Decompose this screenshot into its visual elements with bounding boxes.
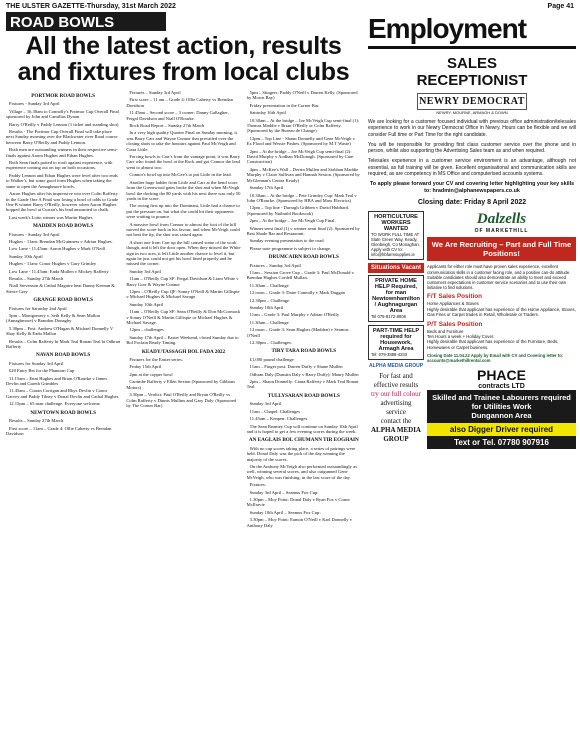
paragraph: Saturday 16th April (249, 110, 286, 116)
paragraph: Fixtures – Sunday 3rd April (129, 90, 181, 95)
paragraph: Results – Colm Rafferty bt Mark Teal Ronan Teal bt Odhran Rafferty (6, 338, 121, 350)
paragraph: First score – 11 am – Grade 4: Ollie Caherty vs Brendan Davidson (126, 97, 233, 108)
club-heading: MADDEN ROAD BOWLS (33, 223, 94, 230)
alpha-media-ad (368, 369, 424, 447)
paragraph: 3.30pm – Moy Point: Eamon O'Neill v Karl Donnelly v Anthony Daly (246, 517, 353, 528)
paragraph: 11.45am – Kenpen: Challenges (249, 416, 308, 422)
paragraph: Caoimhe Rafferty v Ellen Sexton (Sponsored by Gibbons Motors) (126, 379, 236, 390)
paragraph: 11am – Finger post: Darren Duffy v Shane Mullen (249, 364, 343, 370)
paragraph: 12 noon – Grade 3: Daire Connolly v Mark Duggan (249, 290, 345, 296)
paragraph: 11.30am – Challenge (249, 319, 289, 325)
position-detail: Home Appliances & Stoves (427, 301, 479, 307)
column-2 (126, 90, 240, 720)
club-heading: KEADY/TASSAGH BOL FADA 2022 (141, 348, 226, 355)
paragraph: Fixtures - Sunday 3rd April (9, 231, 60, 237)
paragraph: 12.15pm – 65 man challenge. Everyone welcome (9, 401, 100, 407)
paragraph: Sunday 3rd April (249, 401, 282, 407)
paragraph: Odhran Daly (Dunstin Daly v Barry Duffy): Maury Mullen (249, 371, 359, 377)
paragraph: 12.30pm – Challenge (249, 297, 290, 303)
paragraph: Forcing bowls to Carr's from the vantage point, it was Barry Carr who found the bowl at the Rock and got Connor the lead went to almost two. (126, 154, 241, 170)
ad-title: SALES (446, 55, 497, 72)
club-heading: AN EAGLAIS BOL CHUMANN TIR EOGHAIN (248, 437, 359, 444)
club-heading: DRUMCAIRN ROAD BOWLS (268, 254, 339, 261)
paragraph: 2pm at the copper bowl (129, 371, 173, 377)
ad-paragraph: We are looking for a customer focused individual with previous office administration/telesales experience to work in our Newry Democrat Office in Newry. Hours can be flexible and we will consider Full time or Part Time for the right candidate. (368, 119, 576, 138)
ad-title: HORTICULTURE WORKERS WANTED (374, 214, 418, 233)
paragraph: Please note programme is subject to change. (249, 245, 332, 251)
paragraph: Sunday 10th April (249, 305, 284, 310)
paragraph: Sunday 10th April (9, 253, 43, 259)
headline: All the latest action, results and fixtures from local clubs (17, 32, 350, 86)
paragraph: 5pm – Stingers: Paddy O'Neill v Darren Kelly. (Sponsored by Mown Bay) (246, 90, 358, 101)
paragraph: 12 noon – Grade 3: Sean Hughes (Madden) v Seamus O'Neill (246, 327, 349, 338)
club-heading: TULLYSARAN ROAD BOWLS (267, 392, 340, 399)
dalzells-ad (427, 211, 576, 449)
paragraph: 12pm – O'Reilly Cup QF: Sonny O'Neill & Martin Gillispie v Michael Hughes & Michael Savage. (126, 289, 240, 300)
closing-date: Closing date: Friday 8 April 2022 (417, 199, 527, 207)
paragraph: Connor's bowl up into McGee's to put Little in the lead. (129, 172, 232, 178)
paragraph: 5.30pm – Post: Andrew O'Hagan & Michael Donnelly V Shay Kelly & Eadu Mallon (6, 325, 114, 337)
paragraph: First score – 11am – Grade 4: Ollie Caherty vs Brendan Davidson (6, 425, 112, 436)
paragraph: £1,000 pound challenge (249, 356, 294, 362)
column-3 (247, 90, 361, 720)
ad-line: try our full colour (371, 390, 421, 399)
ad-paragraph: Applicants for either role must have proven sales experience, excellent communication skills in a customer facing role, and a positive can-do attitude. Suitable candidates should also demonstrate an ability to meet and exceed customers expectations in customer service scenarios and to use their own initiative to find solutions. (427, 264, 571, 291)
club-heading: NAVAN ROAD BOWLS (36, 352, 91, 359)
paragraph: 2pm – At the bridge – Joe McVeigh Cup semi-final (2): David Murphy v Aodhan McDonagh. (Sponsored by Care Construction) (246, 148, 354, 165)
part-time-help-ad (368, 325, 424, 360)
digger-banner: also Digger Driver required (427, 423, 576, 436)
ad-title: Skilled and Trainee Labourers required for Utilities Work (432, 393, 571, 412)
phace-name: PHACE (476, 367, 526, 384)
paragraph: Sunday 3rd April (129, 268, 161, 274)
paragraph: Fixtures for Saturday 2nd April (9, 305, 67, 311)
phace-sub: contracts LTD (478, 383, 525, 391)
logo-subtitle: NEWRY, MOURNE, ARMAGH & DOWN (436, 110, 508, 115)
position-detail: Beds and Furniture (427, 328, 464, 334)
ad-line: advertising (380, 399, 412, 408)
club-heading: NEWTOWN ROAD BOWLS (30, 409, 96, 416)
position-title: F/T Sales Position (427, 293, 483, 301)
road-bowls-section (6, 12, 361, 734)
paragraph: 2pm – Shaun Donnelly: Ciana Rafferty v Mark Teal Ronan Teal (246, 379, 359, 390)
ad-title: PRIVATE HOME HELP Required, for man Newtownhamilton / Aughnagurgan Area (372, 278, 420, 315)
paragraph: Sunday 10th April (129, 301, 164, 307)
section-label: ROAD BOWLS (6, 12, 166, 31)
position-detail: Highly desirable that applicant has experience of the Home Appliance, Stoves, Gas Fires or Carpet trades in Retail, Wholesale or Traders. (427, 306, 576, 318)
ad-title: PART-TIME HELP required for Housework, Armagh Area (372, 328, 420, 353)
paragraph: With no cup scores taking place, a series of pairings were held. Donal Daly was the pick of the day winning the majority of the scores. (246, 445, 356, 462)
paragraph: 10.30am – At the bridge – Pete Grimley Cup: Mark Teal v John O'Rourke. (Sponsored by HBA and Mass Electrics) (246, 192, 357, 203)
paragraph: Fixtures for Sunday 3rd April (9, 360, 64, 366)
phace-logo (427, 367, 576, 390)
paragraph: Sunday evening presentation to the road. (249, 238, 325, 244)
paragraph: Fixtures – Sunday 3rd April (249, 262, 301, 268)
paragraph: In a very high quality Quarter Final on Sunday morning, it was Barry Carr and Wayne Connor that prevailed over the closing shots to take the honours against Paul McVeigh and Ciara Little. (126, 130, 237, 152)
ad-title: RECEPTIONIST (416, 72, 528, 89)
newry-democrat-logo: NEWRY DEMOCRAT (417, 93, 527, 110)
paragraph: Village – 16.30am to Connolly's Portmor Cup Overall Final sponsored by John and Camillus Dynan (6, 108, 119, 120)
paragraph: Fixtures for the Easter series. (129, 357, 184, 363)
dalzells-logo: Dalzells (476, 211, 527, 228)
ad-line: effective results (373, 381, 419, 390)
ad-line: ALPHA MEDIA GROUP (371, 426, 421, 444)
paragraph: 11.15am – Enni Hughes and Brian O'Rourke v James Devlin and Gareth Grimbles (6, 375, 108, 387)
paper-dateline: THE ULSTER GAZETTE-Thursday, 31st March 2022 (6, 2, 176, 10)
contact-banner: Text or Tel. 07780 907916 (427, 436, 576, 449)
paragraph: The owing first up into the Dominant, Little had a chance to put the pressure on, but what she could hit their opponents were waiting to pounce. (126, 203, 240, 220)
paragraph: Fixtures: (249, 482, 266, 488)
paragraph: Sunday 3rd April – Seamus Fox Cup: (249, 489, 319, 495)
paragraph: A massive bowl from Connor to almost the foot of the hill moved the score back in his favour, and when McVeigh could not beat the tip, the shot was raised again. (126, 221, 240, 238)
paragraph: Fixtures - Sunday 3rd April (9, 101, 60, 107)
paragraph: 12pm – Top Line - Shaun Donnelly and Gene McVeigh v Ex Flood and Wessie Pashes. (Sponsored by M.T Waste) (246, 135, 355, 147)
paragraph: 11am – Chapel: Challenges (249, 408, 301, 414)
column-1 (6, 90, 120, 720)
paragraph: Barry O'Reilly v Paddy Lennon (1 ticket and standing shot) (9, 121, 119, 127)
situations-vacant-banner: Situations Vacant (368, 263, 424, 273)
paragraph: 11am – Session Grove Cup – Grade 3: Paul McDonald v Brendan Hughes Cordell Mullan. (246, 269, 354, 281)
ad-line: contact the (380, 417, 412, 426)
ad-phone: Tel: 079-3888-4233 (371, 352, 408, 358)
paragraph: Friday presentation in the Corner Bar. (249, 102, 320, 108)
paragraph: Low Lane - 11.45am: Enda Mullen v Mickey Rafferty (9, 268, 109, 274)
paragraph: 3.30pm – Verdict: Paul O'Reilly and Bryan O'Reilly vs Colm Rafferty v Dinnis Mullins and Gary Daly. (Sponsored by The Corner Bar) (126, 392, 237, 408)
ad-line: service (386, 408, 406, 417)
closing-date: Closing Date 11.04.22 Apply by Email with CV and Covering letter to: accounts@markethillrental.com (427, 353, 564, 364)
paragraph: Results - The Portmor Cup Overall Final will take place next Sunday morning over the Blackwater river Road course between Barry O'Reilly and Paddy Lennon. (6, 129, 118, 145)
paragraph: Both men are outstanding winners in their respective semi-finals against Aaron Hughes and Ethan Hughes. (6, 147, 118, 158)
paragraph: 10.30am – At the bridge – Joe McVeigh Cup semi-final (1): Thomas Maddie v Brian O'Reilly or Colm Rafferty. (Sponsored by the Bureau de Change) (246, 117, 360, 134)
paragraph: On the Anthony McVeigh also performed outstandingly as well, winning several scores, and also outgunned Gene McVeigh, who was finishing, in the last score of the day. (246, 463, 357, 480)
paragraph: 11am – O'Reilly Cup SF: Sean O'Reilly & Don McCormack v Sonny O'Neill & Martin Gillispie or Michael Hughes & Michael Savage. (126, 309, 241, 326)
ad-paragraph: Telesales experience in a customer service environment is an advantage, although not essential, as full training will be given. Excellent organisational and communication skills are required, as are competency in MS Office and computerised accounts systems. (368, 158, 576, 178)
club-heading: TIRY TARA ROAD BOWLS (271, 348, 337, 355)
paragraph: Hughes - 11am: Brendan McGuinness v Adrian Hughes. (9, 238, 113, 244)
paragraph: Results – Sunday 27th March (9, 418, 64, 424)
paragraph: Aaron Hughes after his impressive win over Colin Rafferty in the Grade One A Final was losing a bowl of odds to Grade One B winner Barry O'Reilly, however when Aaron Hughes hopped the bowl at Curran's his lead amounted to chalk. (6, 191, 119, 213)
ad-location: Dungannon Area (471, 411, 532, 421)
paragraph: Friday 15th April (129, 364, 162, 370)
paragraph: 12pm – Top line - Darragh Gribben v David Hubbard. (Sponsored by Nutbuild Bookwork) (246, 205, 350, 216)
divider (368, 46, 576, 49)
paragraph: 5pm – Montgomery v. Seth Kelly & Sean Mallon (Annaghmore) v Brandon Donaghy (6, 313, 100, 324)
paragraph: Low Lane - 11.45am: Aaron Hughes v Mark O'Neill (9, 246, 106, 252)
paragraph: Results – Sunday 27th March (9, 275, 64, 281)
paragraph: 2pm – At the bridge – Joe McVeigh Cup Final. (249, 218, 336, 224)
ad-phone: Tel 075-8172-8006 (371, 314, 406, 320)
ad-body: TO WORK FULL TIME AT Slate Green Way, Keady, Glenbeigh, Co Monaghan. (371, 232, 420, 248)
paragraph: Sunday 17th April (249, 185, 284, 191)
home-help-ad (368, 275, 424, 322)
ad-line: For fast and (379, 372, 413, 381)
paragraph: The Sean Reamey Cup will continue on Sunday 10th April and it is hoped to get a few evening scores during the week. (246, 423, 358, 434)
phace-ad (427, 390, 576, 423)
paragraph: 12pm – challenges (129, 327, 164, 333)
position-detail: Ten Hours a week + Holiday Cover. (427, 334, 495, 340)
dalzells-subtitle: OF MARKETHILL (474, 228, 529, 235)
paragraph: Paddy Lennon and Ethan Hughes were level after two ends to Walker's, but some good form Hughes when taking the same to open the Annaghmore bowls. (6, 172, 118, 189)
club-heading: GRANGE ROAD BOWLS (33, 297, 93, 304)
position-detail: Highly desirable that applicant has experience of the Furniture, Beds, Homewares or Carpet business. (427, 339, 559, 350)
paragraph: 11am – Grade 3: Paul Murphy v Adrian O'Reilly (249, 312, 340, 318)
paragraph: 12.30pm – Challenges. (249, 340, 293, 346)
paragraph: Another huge ladder from Little and Carr at the bend score from the Greenwood gates broke the shot and when McVeigh bowl the docking the 80 yards with his next there was only 50 yards in the score. (126, 179, 241, 201)
paragraph: 11.45am – Ciaran Corrigan and Rhys Devlin v Conor Garvey and Paddy Tilney v Donal Devlin and Cathal Hughes (6, 388, 119, 399)
paragraph: Last week's Lotto winner was Martin Hughes (9, 214, 93, 220)
paragraph: 1.30pm – Moy Point: Donal Daly v Ryan Fox v Conor McIlravie (246, 496, 350, 508)
paragraph: £20 Entry Bet for the Phantom Cup (9, 368, 75, 374)
paragraph: Sunday 10th April – Seamus Fox Cup: (249, 509, 321, 515)
paragraph: A short one from Carr up the hill caused some of the work though, and it left the door open. When they missed the White sign in two aces, it left Little another chance to level it, but again he just could not get his bowl lined properly and he missed the corner. (126, 239, 241, 267)
employment-section (368, 0, 576, 737)
position-title: P/T Sales Position (427, 320, 483, 328)
paragraph: Winner semi final (1) v winner semi final (2). Sponsored by Best Shade Bar and Restaurant. (246, 225, 360, 236)
sales-receptionist-ad (368, 55, 576, 206)
classifieds-column (368, 211, 424, 449)
horticulture-ad (368, 211, 424, 260)
alpha-logo: ALPHA MEDIA GROUP (368, 363, 424, 370)
paragraph: Sunday 17th April – Easter Weekend, closed Sunday due to Bol Foclain Ready Timing. (126, 334, 239, 346)
page-number: Page 41 (547, 2, 574, 10)
paragraph: Both Sean finals potted to rooft against experience, with experience coming out on top on both occasions. (6, 160, 113, 171)
club-heading: PORTMOR ROAD BOWLS (31, 93, 96, 99)
paragraph: 11.30am – Challenge (249, 282, 289, 288)
paragraph: 11.45am – Second score – 3 corner: Danny Gallagher, Fergal Davidson and Niall O'Rourke. (126, 110, 229, 121)
paragraph: 11am – O'Reilly Cup SF: Fergal Davidson & Liam White v Barry Gorr & Wayne Connor (126, 276, 239, 287)
ad-paragraph: You will be responsible for providing first class customer service over the phone and in person, whilst also supporting the Advertising Sales team as and when required. (368, 141, 576, 155)
apply-instructions: To apply please forward your CV and covering letter highlighting your key skills to: hradmin@alphanewspapers.co.uk (369, 181, 575, 195)
ad-apply: Apply with CV to: info@hbfarmsupplies.ie (371, 247, 415, 258)
paragraph: Rock Road Report – Sunday 27th March (129, 123, 205, 129)
paragraph: Niall Stevenson & Cathal Maguire beat Danny Keenan & Stevie Grey (6, 283, 115, 294)
employment-title: Employment (368, 13, 527, 44)
paragraph: 4pm – McKee's Wall – Derrin Mullen and Siobhan Maddie Murphy v Claire Sullivan and Hannah Sexton. (Sponsored by McGlennan's Centra Keady) (246, 166, 360, 183)
recruiting-banner: We Are Recruiting – Part and Full Time Positions! (427, 237, 576, 261)
paragraph: Hughes - 11am: Conor Hughes v Gary Grimley (9, 261, 97, 267)
